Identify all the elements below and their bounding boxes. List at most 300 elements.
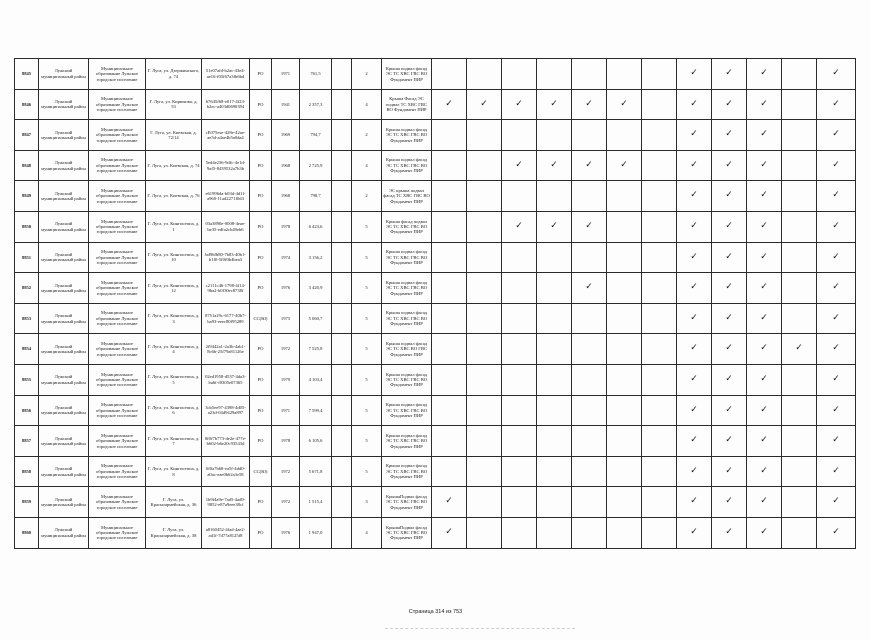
works-list-cell: Крыша подвал фасад ЭС ТС ХВС ГВС ВО Фундамент ПИР <box>382 426 432 457</box>
check-mark-icon: ✓ <box>832 68 840 79</box>
check-mark-icon: ✓ <box>690 435 698 446</box>
work-check-cell <box>782 273 817 304</box>
work-check-cell <box>642 334 677 365</box>
area-cell: 3 420,9 <box>300 273 332 304</box>
table-row <box>15 120 856 151</box>
work-check-cell <box>537 150 572 181</box>
row-number: 8847 <box>15 120 39 151</box>
row-number: 8858 <box>15 456 39 487</box>
address-cell: Г. Луга, ул. Киевская, д. 76 <box>146 181 202 212</box>
works-list-cell: КрышаПодвал фасад ЭС ТС ХВС ГВС ВО Фундамент ПИР <box>382 487 432 518</box>
building-type-cell: РО <box>250 395 272 426</box>
table-row <box>15 150 856 181</box>
check-mark-icon: ✓ <box>690 282 698 293</box>
check-mark-icon: ✓ <box>725 312 733 323</box>
work-check-cell <box>502 59 537 90</box>
district-cell: Лужский муниципальный район <box>39 426 89 457</box>
district-cell: Лужский муниципальный район <box>39 89 89 120</box>
table-row <box>15 456 856 487</box>
work-check-cell <box>432 426 467 457</box>
work-check-cell <box>607 334 642 365</box>
work-check-cell <box>537 487 572 518</box>
work-check-cell <box>607 59 642 90</box>
check-mark-icon: ✓ <box>832 496 840 507</box>
area-cell: 3 156,2 <box>300 242 332 273</box>
district-cell: Лужский муниципальный район <box>39 303 89 334</box>
row-number: 8853 <box>15 303 39 334</box>
work-check-cell <box>782 364 817 395</box>
empty-cell <box>332 456 352 487</box>
building-type-cell: РО <box>250 242 272 273</box>
district-cell: Лужский муниципальный район <box>39 59 89 90</box>
building-type-cell: РО <box>250 211 272 242</box>
work-check-cell <box>782 517 817 548</box>
work-check-cell <box>572 395 607 426</box>
check-mark-icon: ✓ <box>832 374 840 385</box>
guid-cell: 1b9f4a9e-7ad5-4ad9-9852-e87a9eee38cf <box>202 487 250 518</box>
check-mark-icon: ✓ <box>585 98 593 109</box>
build-year-cell: 1941 <box>272 89 300 120</box>
address-cell: Г. Луга, ул. Кингисеппа, д. 6 <box>146 395 202 426</box>
work-check-cell <box>467 364 502 395</box>
work-check-cell <box>607 120 642 151</box>
work-check-cell <box>642 242 677 273</box>
work-check-cell <box>467 517 502 548</box>
guid-cell: e61996da-b03d-4d1f-a960-11ad2271f0d3 <box>202 181 250 212</box>
work-check-cell <box>607 426 642 457</box>
work-check-cell <box>572 59 607 90</box>
floors-cell: 2 <box>352 181 382 212</box>
work-check-cell <box>537 517 572 548</box>
address-cell: Г. Луга, ул. Дзержинского, д. 74 <box>146 59 202 90</box>
row-number: 8850 <box>15 211 39 242</box>
check-mark-icon: ✓ <box>832 190 840 201</box>
work-check-cell <box>502 211 537 242</box>
work-check-cell <box>817 426 856 457</box>
work-check-cell <box>537 242 572 273</box>
work-check-cell <box>677 59 712 90</box>
address-cell: Г. Луга, ул. Кингисеппа, д. 12 <box>146 273 202 304</box>
works-list-cell: Крыша подвал фасад ЭС ТС ХВС ГВС ВО Фундамент ПИР <box>382 242 432 273</box>
check-mark-icon: ✓ <box>690 496 698 507</box>
work-check-cell <box>677 211 712 242</box>
work-check-cell <box>432 334 467 365</box>
work-check-cell <box>817 59 856 90</box>
work-check-cell <box>537 334 572 365</box>
check-mark-icon: ✓ <box>760 435 768 446</box>
work-check-cell <box>712 242 747 273</box>
work-check-cell <box>467 334 502 365</box>
area-cell: 798,7 <box>300 181 332 212</box>
building-type-cell: РО <box>250 273 272 304</box>
check-mark-icon: ✓ <box>725 129 733 140</box>
work-check-cell <box>677 364 712 395</box>
work-check-cell <box>537 395 572 426</box>
work-check-cell <box>537 273 572 304</box>
guid-cell: 3cb5ee97-4398-4d05-a23d-04d9429a897 <box>202 395 250 426</box>
guid-cell: bd96fb80-7b83-40b1-b1f0-5f0f0b4bea3 <box>202 242 250 273</box>
municipality-cell: Муниципальное образование Лужское городское поселение <box>89 242 146 273</box>
work-check-cell <box>537 89 572 120</box>
empty-cell <box>332 242 352 273</box>
work-check-cell <box>537 120 572 151</box>
building-type-cell: РО <box>250 487 272 518</box>
check-mark-icon: ✓ <box>760 221 768 232</box>
area-cell: 4 103,4 <box>300 364 332 395</box>
check-mark-icon: ✓ <box>725 190 733 201</box>
district-cell: Лужский муниципальный район <box>39 120 89 151</box>
check-mark-icon: ✓ <box>760 312 768 323</box>
building-type-cell: РО <box>250 334 272 365</box>
works-list-cell: Крыша подвал фасад ЭС ТС ХВС ВО ГВС Фундамент ПИР <box>382 334 432 365</box>
build-year-cell: 1974 <box>272 242 300 273</box>
work-check-cell <box>817 517 856 548</box>
work-check-cell <box>432 211 467 242</box>
work-check-cell <box>817 273 856 304</box>
work-check-cell <box>712 303 747 334</box>
work-check-cell <box>747 242 782 273</box>
work-check-cell <box>712 364 747 395</box>
table-row <box>15 426 856 457</box>
check-mark-icon: ✓ <box>515 159 523 170</box>
work-check-cell <box>677 303 712 334</box>
row-number: 8859 <box>15 487 39 518</box>
building-type-cell: РО <box>250 426 272 457</box>
address-cell: Г. Луга, ул. Киевская, д. 72/14 <box>146 120 202 151</box>
check-mark-icon: ✓ <box>690 159 698 170</box>
check-mark-icon: ✓ <box>760 190 768 201</box>
area-cell: 2 357,3 <box>300 89 332 120</box>
check-mark-icon: ✓ <box>832 404 840 415</box>
check-mark-icon: ✓ <box>690 312 698 323</box>
floors-cell: 4 <box>352 150 382 181</box>
municipality-cell: Муниципальное образование Лужское городское поселение <box>89 181 146 212</box>
works-list-cell: Крыша Фасад ЭС подвал ТС ХВС ГВС ВО Фундамент ПИР <box>382 89 432 120</box>
check-mark-icon: ✓ <box>832 129 840 140</box>
district-cell: Лужский муниципальный район <box>39 487 89 518</box>
check-mark-icon: ✓ <box>760 251 768 262</box>
empty-cell <box>332 487 352 518</box>
work-check-cell <box>642 181 677 212</box>
row-number: 8845 <box>15 59 39 90</box>
works-list-cell: Крыша подвал фасад ЭС ТС ХВС ГВС ВО Фундамент ПИР <box>382 395 432 426</box>
work-check-cell <box>537 303 572 334</box>
build-year-cell: 1968 <box>272 181 300 212</box>
address-cell: Г. Луга, ул. Кирюкова, д. 53 <box>146 89 202 120</box>
address-cell: Г. Луга, ул. Кингисеппа, д. 3 <box>146 303 202 334</box>
work-check-cell <box>572 456 607 487</box>
district-cell: Лужский муниципальный район <box>39 181 89 212</box>
district-cell: Лужский муниципальный район <box>39 150 89 181</box>
check-mark-icon: ✓ <box>725 374 733 385</box>
work-check-cell <box>467 426 502 457</box>
check-mark-icon: ✓ <box>690 343 698 354</box>
work-check-cell <box>817 242 856 273</box>
work-check-cell <box>467 303 502 334</box>
work-check-cell <box>677 273 712 304</box>
build-year-cell: 1972 <box>272 456 300 487</box>
scan-artifact-line <box>385 628 575 630</box>
empty-cell <box>332 517 352 548</box>
works-list-cell: ЭС крыша подвал фасад ТС ХВС ГВС ВО Фундамент ПИР <box>382 181 432 212</box>
municipality-cell: Муниципальное образование Лужское городское поселение <box>89 517 146 548</box>
municipality-cell: Муниципальное образование Лужское городское поселение <box>89 150 146 181</box>
work-check-cell <box>572 181 607 212</box>
municipality-cell: Муниципальное образование Лужское городское поселение <box>89 120 146 151</box>
check-mark-icon: ✓ <box>725 159 733 170</box>
work-check-cell <box>747 150 782 181</box>
empty-cell <box>332 181 352 212</box>
work-check-cell <box>502 364 537 395</box>
area-cell: 7 525,8 <box>300 334 332 365</box>
check-mark-icon: ✓ <box>725 282 733 293</box>
check-mark-icon: ✓ <box>760 343 768 354</box>
empty-cell <box>332 426 352 457</box>
build-year-cell: 1969 <box>272 120 300 151</box>
empty-cell <box>332 150 352 181</box>
row-number: 8857 <box>15 426 39 457</box>
work-check-cell <box>677 395 712 426</box>
address-cell: Г. Луга, ул. Кингисеппа, д. 8 <box>146 456 202 487</box>
district-cell: Лужский муниципальный район <box>39 456 89 487</box>
check-mark-icon: ✓ <box>832 343 840 354</box>
work-check-cell <box>502 242 537 273</box>
work-check-cell <box>467 211 502 242</box>
work-check-cell <box>432 273 467 304</box>
work-check-cell <box>432 456 467 487</box>
guid-cell: 03a3890e-0008-4eae-be35-edfa2cb49eb6 <box>202 211 250 242</box>
work-check-cell <box>467 456 502 487</box>
work-check-cell <box>432 364 467 395</box>
area-cell: 5 060,7 <box>300 303 332 334</box>
work-check-cell <box>537 59 572 90</box>
area-cell: 6 105,6 <box>300 426 332 457</box>
work-check-cell <box>747 334 782 365</box>
check-mark-icon: ✓ <box>550 159 558 170</box>
work-check-cell <box>642 487 677 518</box>
check-mark-icon: ✓ <box>690 374 698 385</box>
work-check-cell <box>607 303 642 334</box>
floors-cell: 5 <box>352 334 382 365</box>
address-cell: Г. Луга, ул. Красноармейская, д. 36 <box>146 487 202 518</box>
build-year-cell: 1971 <box>272 395 300 426</box>
work-check-cell <box>782 120 817 151</box>
work-check-cell <box>712 211 747 242</box>
work-check-cell <box>467 150 502 181</box>
floors-cell: 2 <box>352 59 382 90</box>
work-check-cell <box>572 303 607 334</box>
work-check-cell <box>642 456 677 487</box>
work-check-cell <box>782 456 817 487</box>
row-number: 8849 <box>15 181 39 212</box>
work-check-cell <box>607 150 642 181</box>
municipality-cell: Муниципальное образование Лужское городское поселение <box>89 334 146 365</box>
work-check-cell <box>502 273 537 304</box>
address-cell: Г. Луга, ул. Киевская, д. 74 <box>146 150 202 181</box>
check-mark-icon: ✓ <box>690 251 698 262</box>
check-mark-icon: ✓ <box>585 282 593 293</box>
work-check-cell <box>747 273 782 304</box>
work-check-cell <box>712 181 747 212</box>
check-mark-icon: ✓ <box>832 98 840 109</box>
table-row <box>15 273 856 304</box>
work-check-cell <box>467 395 502 426</box>
page-footer: Страница 314 из 753 <box>408 609 463 615</box>
municipality-cell: Муниципальное образование Лужское городское поселение <box>89 303 146 334</box>
work-check-cell <box>607 395 642 426</box>
district-cell: Лужский муниципальный район <box>39 242 89 273</box>
floors-cell: 5 <box>352 303 382 334</box>
check-mark-icon: ✓ <box>760 404 768 415</box>
municipality-cell: Муниципальное образование Лужское городское поселение <box>89 487 146 518</box>
work-check-cell <box>502 89 537 120</box>
work-check-cell <box>747 395 782 426</box>
work-check-cell <box>782 89 817 120</box>
check-mark-icon: ✓ <box>832 435 840 446</box>
work-check-cell <box>782 211 817 242</box>
table-row <box>15 242 856 273</box>
building-type-cell: РО <box>250 517 272 548</box>
work-check-cell <box>502 517 537 548</box>
work-check-cell <box>782 303 817 334</box>
work-check-cell <box>432 487 467 518</box>
empty-cell <box>332 59 352 90</box>
works-list-cell: Крыша подвал фасад ЭС ТС ХВС ГВС ВО Фундамент ПИР <box>382 303 432 334</box>
row-number: 8852 <box>15 273 39 304</box>
work-check-cell <box>747 456 782 487</box>
work-check-cell <box>782 242 817 273</box>
work-check-cell <box>467 242 502 273</box>
area-cell: 794,7 <box>300 120 332 151</box>
work-check-cell <box>502 395 537 426</box>
check-mark-icon: ✓ <box>725 251 733 262</box>
empty-cell <box>332 364 352 395</box>
work-check-cell <box>817 334 856 365</box>
work-check-cell <box>607 211 642 242</box>
work-check-cell <box>502 334 537 365</box>
table-row <box>15 395 856 426</box>
work-check-cell <box>467 487 502 518</box>
work-check-cell <box>782 395 817 426</box>
work-check-cell <box>432 89 467 120</box>
check-mark-icon: ✓ <box>725 435 733 446</box>
building-type-cell: СС(Ю) <box>250 456 272 487</box>
floors-cell: 5 <box>352 364 382 395</box>
check-mark-icon: ✓ <box>725 343 733 354</box>
check-mark-icon: ✓ <box>480 98 488 109</box>
work-check-cell <box>782 150 817 181</box>
district-cell: Лужский муниципальный район <box>39 273 89 304</box>
building-type-cell: РО <box>250 89 272 120</box>
empty-cell <box>332 395 352 426</box>
work-check-cell <box>572 364 607 395</box>
work-check-cell <box>642 150 677 181</box>
build-year-cell: 1968 <box>272 150 300 181</box>
table-row <box>15 364 856 395</box>
work-check-cell <box>782 181 817 212</box>
check-mark-icon: ✓ <box>760 374 768 385</box>
check-mark-icon: ✓ <box>832 465 840 476</box>
empty-cell <box>332 273 352 304</box>
work-check-cell <box>642 364 677 395</box>
work-check-cell <box>747 120 782 151</box>
check-mark-icon: ✓ <box>760 68 768 79</box>
work-check-cell <box>712 120 747 151</box>
district-cell: Лужский муниципальный район <box>39 334 89 365</box>
check-mark-icon: ✓ <box>725 527 733 537</box>
area-cell: 761,5 <box>300 59 332 90</box>
table-body <box>15 59 856 549</box>
area-cell: 2 725,9 <box>300 150 332 181</box>
works-list-cell: Крыша подвал фасад ЭС ТС ХВС ГВС ВО Фундамент ПИР <box>382 59 432 90</box>
floors-cell: 5 <box>352 426 382 457</box>
work-check-cell <box>467 181 502 212</box>
check-mark-icon: ✓ <box>832 221 840 232</box>
row-number: 8848 <box>15 150 39 181</box>
empty-cell <box>332 89 352 120</box>
work-check-cell <box>572 242 607 273</box>
row-number: 8856 <box>15 395 39 426</box>
municipality-cell: Муниципальное образование Лужское городское поселение <box>89 426 146 457</box>
check-mark-icon: ✓ <box>760 129 768 140</box>
work-check-cell <box>467 59 502 90</box>
work-check-cell <box>642 120 677 151</box>
check-mark-icon: ✓ <box>690 404 698 415</box>
check-mark-icon: ✓ <box>690 465 698 476</box>
check-mark-icon: ✓ <box>690 68 698 79</box>
work-check-cell <box>432 120 467 151</box>
works-list-cell: Крыша подвал фасад ЭС ТС ХВС ГВС ВО Фундамент ПИР <box>382 364 432 395</box>
table-row <box>15 181 856 212</box>
guid-cell: 8751a29c-6177-40b7-ba93-eeec80f95289 <box>202 303 250 334</box>
work-check-cell <box>817 120 856 151</box>
work-check-cell <box>432 59 467 90</box>
work-check-cell <box>502 181 537 212</box>
check-mark-icon: ✓ <box>445 496 453 507</box>
area-cell: 6 423,6 <box>300 211 332 242</box>
floors-cell: 2 <box>352 120 382 151</box>
check-mark-icon: ✓ <box>550 98 558 109</box>
guid-cell: a8160452-4fad-4ae2-ad1f-7d77a8125f8 <box>202 517 250 548</box>
guid-cell: 2f9442a1-2a3b-4ab1-8c6b-25f79a81126e <box>202 334 250 365</box>
check-mark-icon: ✓ <box>515 98 523 109</box>
municipality-cell: Муниципальное образование Лужское городское поселение <box>89 89 146 120</box>
guid-cell: 6f0a7b68-ea5f-4dd0-a0ac-eae0b62a3e58 <box>202 456 250 487</box>
row-number: 8854 <box>15 334 39 365</box>
work-check-cell <box>817 456 856 487</box>
floors-cell: 5 <box>352 456 382 487</box>
floors-cell: 5 <box>352 273 382 304</box>
guid-cell: 5ed4e236-9dfc-4e1d-9af5-8439532a7b3b <box>202 150 250 181</box>
work-check-cell <box>572 487 607 518</box>
work-check-cell <box>537 181 572 212</box>
table-row <box>15 487 856 518</box>
address-cell: Г. Луга, ул. Кингисеппа, д. 7 <box>146 426 202 457</box>
district-cell: Лужский муниципальный район <box>39 364 89 395</box>
build-year-cell: 1971 <box>272 59 300 90</box>
row-number: 8860 <box>15 517 39 548</box>
row-number: 8855 <box>15 364 39 395</box>
table-row <box>15 89 856 120</box>
empty-cell <box>332 120 352 151</box>
work-check-cell <box>747 364 782 395</box>
work-check-cell <box>817 181 856 212</box>
building-type-cell: РО <box>250 120 272 151</box>
work-check-cell <box>642 59 677 90</box>
work-check-cell <box>432 395 467 426</box>
municipality-cell: Муниципальное образование Лужское городское поселение <box>89 395 146 426</box>
building-type-cell: РО <box>250 181 272 212</box>
